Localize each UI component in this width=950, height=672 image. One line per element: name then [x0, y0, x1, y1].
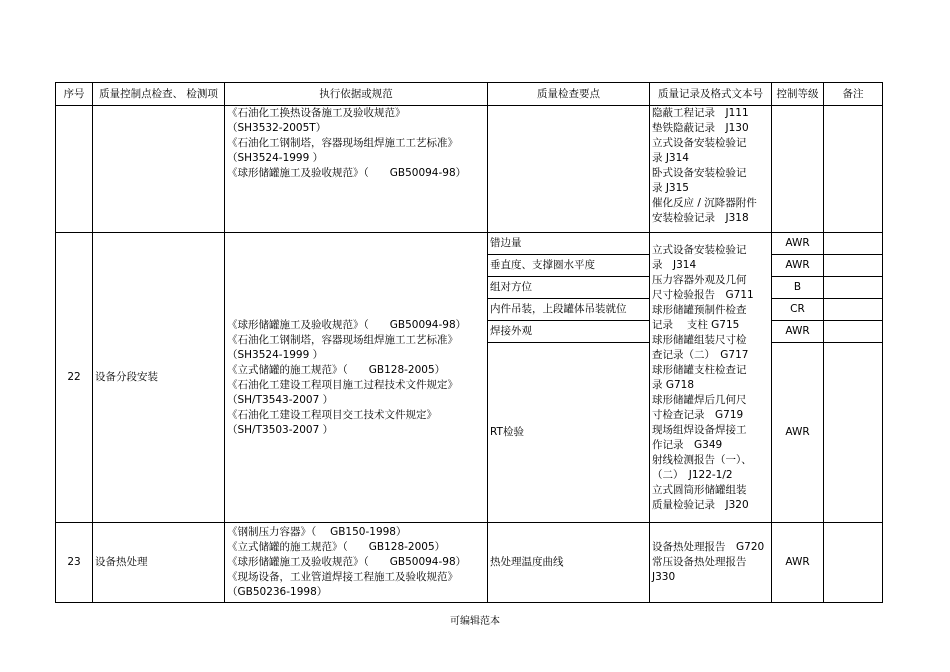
record-line: 球形储罐焊后几何尺 — [652, 393, 747, 406]
cell-points — [488, 106, 650, 233]
record-line: 隐蔽工程记录 J111 — [652, 107, 749, 119]
record-line: 设备热处理报告 G720 — [652, 541, 765, 553]
cell-remark — [824, 106, 883, 233]
basis-line: （SH/T3503-2007 ） — [227, 423, 334, 436]
basis-line: （SH3524-1999 ） — [227, 152, 324, 164]
record-line: J330 — [652, 571, 676, 583]
basis-line: （SH3532-2005T） — [227, 122, 327, 134]
cell-level: AWR — [772, 233, 824, 255]
record-line: 安装检验记录 J318 — [652, 212, 749, 224]
quality-control-table — [55, 82, 883, 603]
record-line: 查记录（二） G717 — [652, 348, 749, 361]
header-cell: 执行依据或规范 — [225, 83, 488, 106]
cell-basis — [225, 233, 488, 523]
basis-line: 《球形储罐施工及验收规范》（ GB50094-98） — [227, 167, 467, 179]
record-line: 录 J315 — [652, 182, 689, 194]
record-line: 球形储罐预制件检查 — [652, 303, 747, 316]
basis-line: （SH3524-1999 ） — [227, 348, 324, 361]
cell-item: 设备分段安装 — [93, 233, 225, 523]
record-line: 常压设备热处理报告 — [652, 556, 747, 568]
record-line: 记录 支柱 G715 — [652, 318, 740, 331]
table-row — [56, 106, 883, 233]
basis-line: 《球形储罐施工及验收规范》（ GB50094-98） — [227, 556, 467, 568]
record-line: （二） J122-1/2 — [652, 468, 733, 481]
header-row — [56, 83, 883, 106]
record-line: 录 J314 — [652, 152, 689, 164]
cell-point: 垂直度、支撑圈水平度 — [488, 255, 650, 277]
header-cell: 控制等级 — [772, 83, 824, 106]
cell-remark — [824, 343, 883, 523]
cell-point: 内件吊装，上段罐体吊装就位 — [488, 299, 650, 321]
record-line: 立式设备安装检验记 — [652, 137, 747, 149]
record-line: 卧式设备安装检验记 — [652, 167, 747, 179]
basis-line: 《现场设备，工业管道焊接工程施工及验收规范》 — [227, 571, 458, 583]
record-line: 压力容器外观及几何 — [652, 273, 747, 286]
cell-remark — [824, 277, 883, 299]
table-row — [56, 523, 883, 603]
basis-line: （GB50236-1998） — [227, 586, 328, 598]
basis-line: 《石油化工钢制塔，容器现场组焊施工工艺标准》 — [227, 333, 458, 346]
cell-level: AWR — [772, 523, 824, 603]
cell-item — [93, 106, 225, 233]
cell-no — [56, 106, 93, 233]
record-line: 尺寸检验报告 G711 — [652, 288, 754, 301]
cell-level — [772, 106, 824, 233]
record-line: 垫铁隐蔽记录 J130 — [652, 122, 749, 134]
basis-line: 《石油化工建设工程项目交工技术文件规定》 — [227, 408, 437, 421]
table-row — [56, 233, 883, 255]
cell-point: 焊接外观 — [488, 321, 650, 343]
record-line: 质量检验记录 J320 — [652, 498, 749, 511]
cell-remark — [824, 255, 883, 277]
record-line: 球形储罐组装尺寸检 — [652, 333, 747, 346]
cell-remark — [824, 523, 883, 603]
cell-remark — [824, 321, 883, 343]
record-line: 球形储罐支柱检查记 — [652, 363, 747, 376]
basis-line: 《立式储罐的施工规范》（ GB128-2005） — [227, 541, 446, 553]
cell-item: 设备热处理 — [93, 523, 225, 603]
header-cell: 序号 — [56, 83, 93, 106]
cell-records — [650, 106, 772, 233]
record-line: 作记录 G349 — [652, 438, 723, 451]
cell-level: AWR — [772, 255, 824, 277]
record-line: 射线检测报告（一）、 — [652, 453, 752, 466]
record-line: 录 J314 — [652, 258, 697, 271]
cell-remark — [824, 299, 883, 321]
cell-level: B — [772, 277, 824, 299]
record-line: 寸检查记录 G719 — [652, 408, 744, 421]
cell-no: 22 — [56, 233, 93, 523]
basis-line: 《立式储罐的施工规范》（ GB128-2005） — [227, 363, 446, 376]
record-line: 催化反应 / 沉降器附件 — [652, 197, 757, 209]
basis-line: 《球形储罐施工及验收规范》（ GB50094-98） — [227, 318, 467, 331]
basis-line: 《石油化工钢制塔，容器现场组焊施工工艺标准》 — [227, 137, 458, 149]
basis-line: 《钢制压力容器》（ GB150-1998） — [227, 526, 407, 538]
record-line: 录 G718 — [652, 378, 695, 391]
basis-line: 《石油化工换热设备施工及验收规范》 — [227, 107, 406, 119]
cell-no: 23 — [56, 523, 93, 603]
header-cell: 备注 — [824, 83, 883, 106]
record-line: 立式设备安装检验记 — [652, 243, 747, 256]
record-line: 现场组焊设备焊接工 — [652, 423, 747, 436]
basis-line: 《石油化工建设工程项目施工过程技术文件规定》 — [227, 378, 458, 391]
header-cell: 质量控制点检查、 检测项 — [93, 83, 225, 106]
basis-line: （SH/T3543-2007 ） — [227, 393, 334, 406]
page-footer: 可编辑范本 — [450, 616, 500, 627]
cell-point: 错边量 — [488, 233, 650, 255]
cell-point: 组对方位 — [488, 277, 650, 299]
cell-level: AWR — [772, 343, 824, 523]
header-cell: 质量记录及格式文本号 — [650, 83, 772, 106]
cell-point: 热处理温度曲线 — [488, 523, 650, 603]
cell-basis — [225, 106, 488, 233]
cell-level: CR — [772, 299, 824, 321]
cell-remark — [824, 233, 883, 255]
cell-records — [650, 233, 772, 523]
record-line: 立式圆筒形储罐组装 — [652, 483, 747, 496]
cell-basis — [225, 523, 488, 603]
cell-level: AWR — [772, 321, 824, 343]
cell-records — [650, 523, 772, 603]
cell-point: RT检验 — [488, 343, 650, 523]
header-cell: 质量检查要点 — [488, 83, 650, 106]
